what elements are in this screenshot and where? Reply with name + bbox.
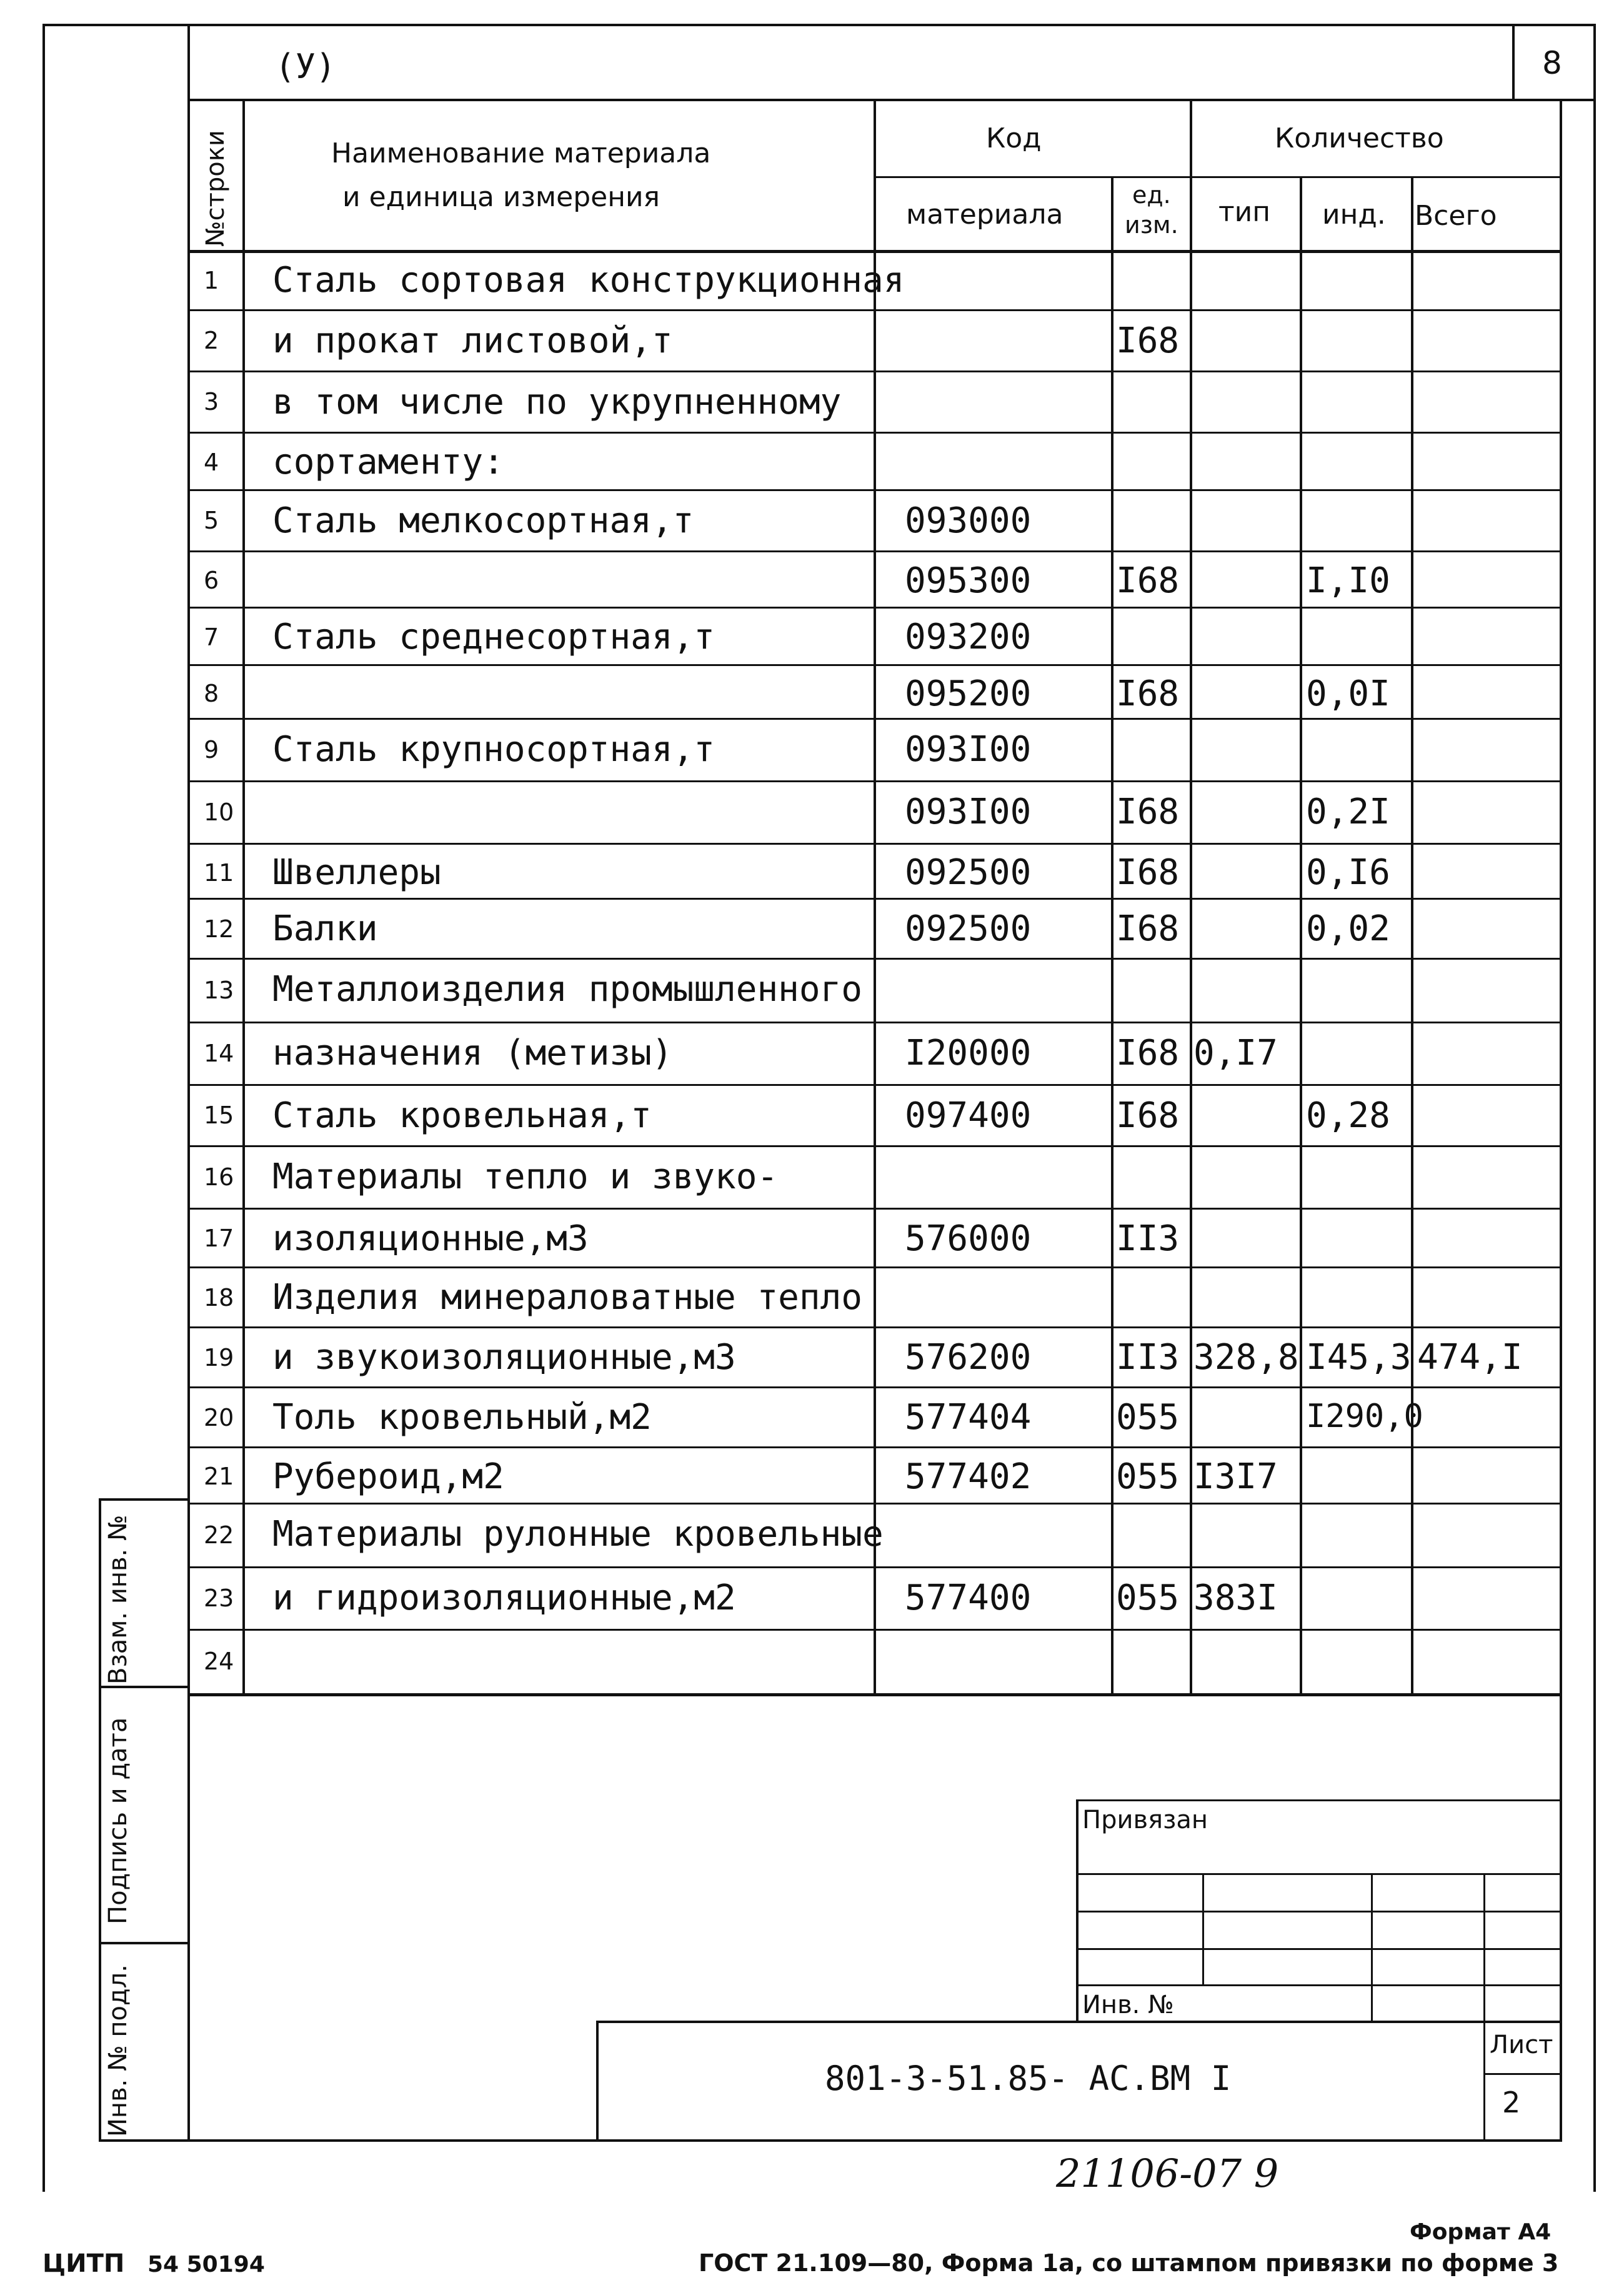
row-name-cell: Сталь мелкосортная,т: [272, 500, 694, 541]
row-name-cell: назначения (метизы): [272, 1033, 673, 1073]
row-number-cell: 16: [204, 1163, 234, 1191]
row-name-cell: сортаменту:: [272, 442, 504, 482]
row-name-cell: Сталь среднесортная,т: [272, 617, 715, 657]
unit-header-line2: изм.: [1125, 211, 1178, 239]
row-total-cell: 474,I: [1417, 1337, 1523, 1378]
row-name-cell: Сталь кровельная,т: [272, 1095, 652, 1136]
frame-inner-left: [187, 24, 190, 2142]
row-name-cell: Материалы рулонные кровельные: [272, 1514, 884, 1554]
row-name-cell: Материалы тепло и звуко-: [272, 1156, 779, 1197]
handwritten-number: 21106-07 9: [1056, 2151, 1279, 2196]
frame-left: [42, 24, 45, 2192]
total-header: Всего: [1415, 200, 1497, 232]
row-number-cell: 22: [204, 1521, 234, 1549]
inv-original-label: Инв. № подл.: [104, 1964, 132, 2137]
row-name-cell: Металлоизделия промышленного: [272, 969, 863, 1010]
sheet-box-left: [1512, 24, 1515, 100]
row-unit-cell: I68: [1116, 674, 1180, 714]
row-ind-cell: 0,I6: [1306, 852, 1390, 893]
row-number-cell: 14: [204, 1040, 234, 1067]
row-unit-cell: I68: [1116, 792, 1180, 832]
row-number-cell: 2: [204, 327, 219, 354]
name-header-line2: и единица измерения: [342, 181, 660, 213]
row-code-cell: 093200: [905, 617, 1032, 657]
code-header: Код: [986, 122, 1042, 154]
frame-inner-bottom: [187, 2139, 1562, 2142]
row-number-cell: 1: [204, 267, 219, 294]
row-number-cell: 15: [204, 1102, 234, 1129]
row-number-cell: 11: [204, 859, 234, 887]
row-number-cell: 10: [204, 798, 234, 826]
row-code-cell: 097400: [905, 1095, 1032, 1136]
row-name-cell: Изделия минераловатные тепло: [272, 1277, 863, 1318]
row-name-cell: Балки: [272, 908, 378, 949]
row-name-cell: и звукоизоляционные,м3: [272, 1337, 736, 1378]
format-label: Формат А4: [1410, 2219, 1552, 2245]
row-code-cell: 576000: [905, 1218, 1032, 1259]
sign-date-label: Подпись и дата: [104, 1717, 132, 1924]
inv-no-label: Инв. №: [1082, 1991, 1174, 2019]
row-number-cell: 12: [204, 915, 234, 943]
sheet-number: 8: [1542, 45, 1562, 81]
row-number-cell: 18: [204, 1284, 234, 1311]
row-code-cell: 092500: [905, 908, 1032, 949]
row-number-header: №строки: [201, 130, 230, 247]
row-type-cell: 383I: [1193, 1578, 1278, 1618]
inv-replace-label: Взам. инв. №: [104, 1515, 132, 1684]
sheet-value: 2: [1502, 2086, 1521, 2119]
row-code-cell: 092500: [905, 852, 1032, 893]
row-code-cell: 093I00: [905, 792, 1032, 832]
row-code-cell: I20000: [905, 1033, 1032, 1073]
row-ind-cell: 0,02: [1306, 908, 1390, 949]
name-header-line1: Наименование материала: [331, 137, 711, 169]
footer-gost: ГОСТ 21.109—80, Форма 1а, со штампом привязки по форме 3: [699, 2249, 1559, 2277]
row-number-cell: 8: [204, 680, 219, 707]
row-number-cell: 19: [204, 1344, 234, 1371]
row-code-cell: 577400: [905, 1578, 1032, 1618]
row-type-cell: 0,I7: [1193, 1033, 1278, 1073]
type-header: тип: [1218, 196, 1270, 228]
row-unit-cell: I68: [1116, 560, 1180, 601]
quantity-header: Количество: [1275, 122, 1444, 154]
row-name-cell: Сталь сортовая конструкционная: [272, 260, 905, 301]
row-unit-cell: I68: [1116, 908, 1180, 949]
ind-header: инд.: [1322, 199, 1386, 231]
linked-label: Привязан: [1082, 1806, 1208, 1834]
row-name-cell: изоляционные,м3: [272, 1218, 589, 1259]
row-code-cell: 093000: [905, 500, 1032, 541]
footer-number: 54 50194: [147, 2252, 265, 2277]
row-unit-cell: I68: [1116, 321, 1180, 361]
unit-header-line1: ед.: [1132, 181, 1171, 209]
row-number-cell: 24: [204, 1648, 234, 1675]
frame-inner-right: [1560, 100, 1562, 2142]
row-code-cell: 576200: [905, 1337, 1032, 1378]
row-unit-cell: 055: [1116, 1397, 1180, 1438]
footer-org: ЦИТП: [42, 2249, 125, 2278]
document-code: 801-3-51.85- АС.ВМ I: [825, 2059, 1232, 2098]
row-name-cell: и гидроизоляционные,м2: [272, 1578, 736, 1618]
row-number-cell: 17: [204, 1225, 234, 1252]
row-unit-cell: I68: [1116, 852, 1180, 893]
row-name-cell: Швеллеры: [272, 852, 441, 893]
row-unit-cell: I68: [1116, 1095, 1180, 1136]
row-number-cell: 4: [204, 449, 219, 476]
row-code-cell: 577402: [905, 1456, 1032, 1497]
row-number-cell: 23: [204, 1584, 234, 1612]
row-number-cell: 9: [204, 736, 219, 763]
row-number-cell: 6: [204, 567, 219, 594]
row-type-cell: 328,8: [1193, 1337, 1299, 1378]
row-ind-cell: 0,0I: [1306, 674, 1390, 714]
row-number-cell: 21: [204, 1463, 234, 1490]
row-ind-cell: 0,2I: [1306, 792, 1390, 832]
row-unit-cell: 055: [1116, 1456, 1180, 1497]
row-number-cell: 7: [204, 624, 219, 651]
row-ind-cell: I45,3: [1306, 1337, 1412, 1378]
frame-top: [42, 24, 1596, 26]
row-number-cell: 3: [204, 388, 219, 415]
row-code-cell: 095300: [905, 560, 1032, 601]
row-number-cell: 20: [204, 1404, 234, 1431]
code-material-header: материала: [906, 199, 1064, 231]
row-type-cell: I3I7: [1193, 1456, 1278, 1497]
row-ind-cell: I290,0: [1306, 1398, 1423, 1435]
row-name-cell: Толь кровельный,м2: [272, 1397, 652, 1438]
row-unit-cell: II3: [1116, 1218, 1180, 1259]
row-number-cell: 5: [204, 507, 219, 534]
row-code-cell: 577404: [905, 1397, 1032, 1438]
frame-right: [1593, 24, 1596, 2192]
row-number-cell: 13: [204, 977, 234, 1004]
row-ind-cell: 0,28: [1306, 1095, 1390, 1136]
form-mark: (У): [275, 47, 336, 86]
row-unit-cell: I68: [1116, 1033, 1180, 1073]
row-ind-cell: I,I0: [1306, 560, 1390, 601]
row-name-cell: в том числе по укрупненному: [272, 382, 842, 422]
sheet-label: Лист: [1490, 2031, 1553, 2059]
row-unit-cell: 055: [1116, 1578, 1180, 1618]
row-name-cell: и прокат листовой,т: [272, 321, 673, 361]
row-name-cell: Рубероид,м2: [272, 1456, 504, 1497]
row-unit-cell: II3: [1116, 1337, 1180, 1378]
row-name-cell: Сталь крупносортная,т: [272, 729, 715, 770]
row-code-cell: 095200: [905, 674, 1032, 714]
row-code-cell: 093I00: [905, 729, 1032, 770]
